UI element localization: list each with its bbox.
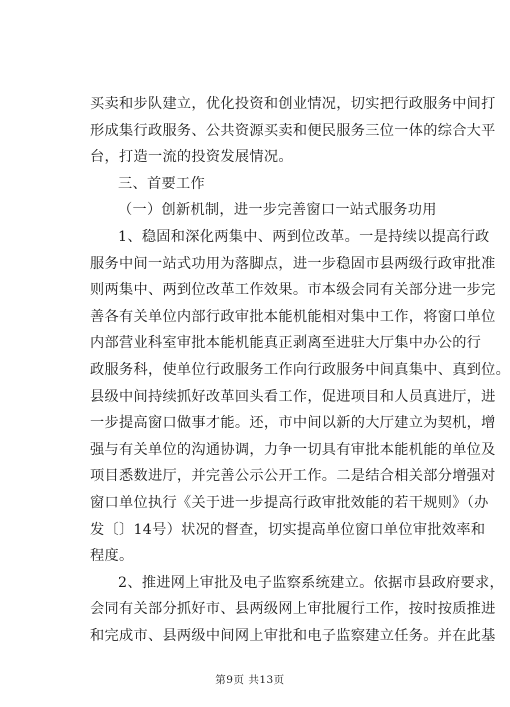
page-number-footer: 第9页 共13页 <box>215 674 285 686</box>
text-line: 会同有关部分抓好市、县两级网上审批履行工作，按时按质推进 <box>90 601 496 618</box>
section-heading <box>90 171 415 198</box>
paragraph-item-1 <box>90 224 510 570</box>
text-line: 形成集行政服务、公共资源买卖和便民服务三位一体的综合大平 <box>90 122 496 139</box>
document-body <box>90 91 510 649</box>
text-line: 和完成市、县两级中间网上审批和电子监察建立任务。并在此基 <box>90 627 496 644</box>
text-line: 强与有关单位的沟通协调，力争一切具有审批本能机能的单位及 <box>90 441 496 458</box>
text-line: 一步提高窗口做事才能。还，市中间以新的大厅建立为契机，增 <box>90 415 496 432</box>
paragraph-item-2 <box>90 570 505 650</box>
text-line: 1、稳固和深化两集中、两到位改革。一是持续以提高行政 <box>118 228 490 245</box>
text-line: 善各有关单位内部行政审批本能机能相对集中工作，将窗口单位 <box>90 308 496 325</box>
text-line: 台，打造一流的投资发展情况。 <box>90 149 293 166</box>
paragraph-opening <box>90 91 496 171</box>
text-line: 程度。 <box>90 548 134 565</box>
text-line: 政服务科，使单位行政服务工作向行政服务中间真集中、真到位。 <box>90 361 510 378</box>
text-line: 内部营业科室审批本能机能真正剥离至进驻大厅集中办公的行 <box>90 335 482 352</box>
text-line: 买卖和步队建立，优化投资和创业情况，切实把行政服务中间打 <box>90 96 496 112</box>
text-line: 2、推进网上审批及电子监察系统建立。依据市县政府要求， <box>118 574 505 591</box>
text-line: 服务中间一站式功用为落脚点，进一步稳固市县两级行政审批准 <box>90 255 496 272</box>
text-line: 则两集中、两到位改革工作效果。市本级会同有关部分进一步完 <box>90 282 496 299</box>
subsection-heading <box>90 197 437 224</box>
text-line: 项目悉数进厅，并完善公示公开工作。二是结合相关部分增强对 <box>90 468 496 485</box>
heading-line: 三、首要工作 <box>118 175 205 192</box>
text-line: 发〔〕14号）状况的督查，切实提高单位窗口单位审批效率和 <box>90 521 486 538</box>
text-line: 窗口单位执行《关于进一步提高行政审批效能的若干规则》（办 <box>90 494 489 511</box>
heading-line: （一）创新机制，进一步完善窗口一站式服务功用 <box>118 202 437 219</box>
text-line: 县级中间持续抓好改革回头看工作，促进项目和人员真进厅，进 <box>90 388 496 405</box>
